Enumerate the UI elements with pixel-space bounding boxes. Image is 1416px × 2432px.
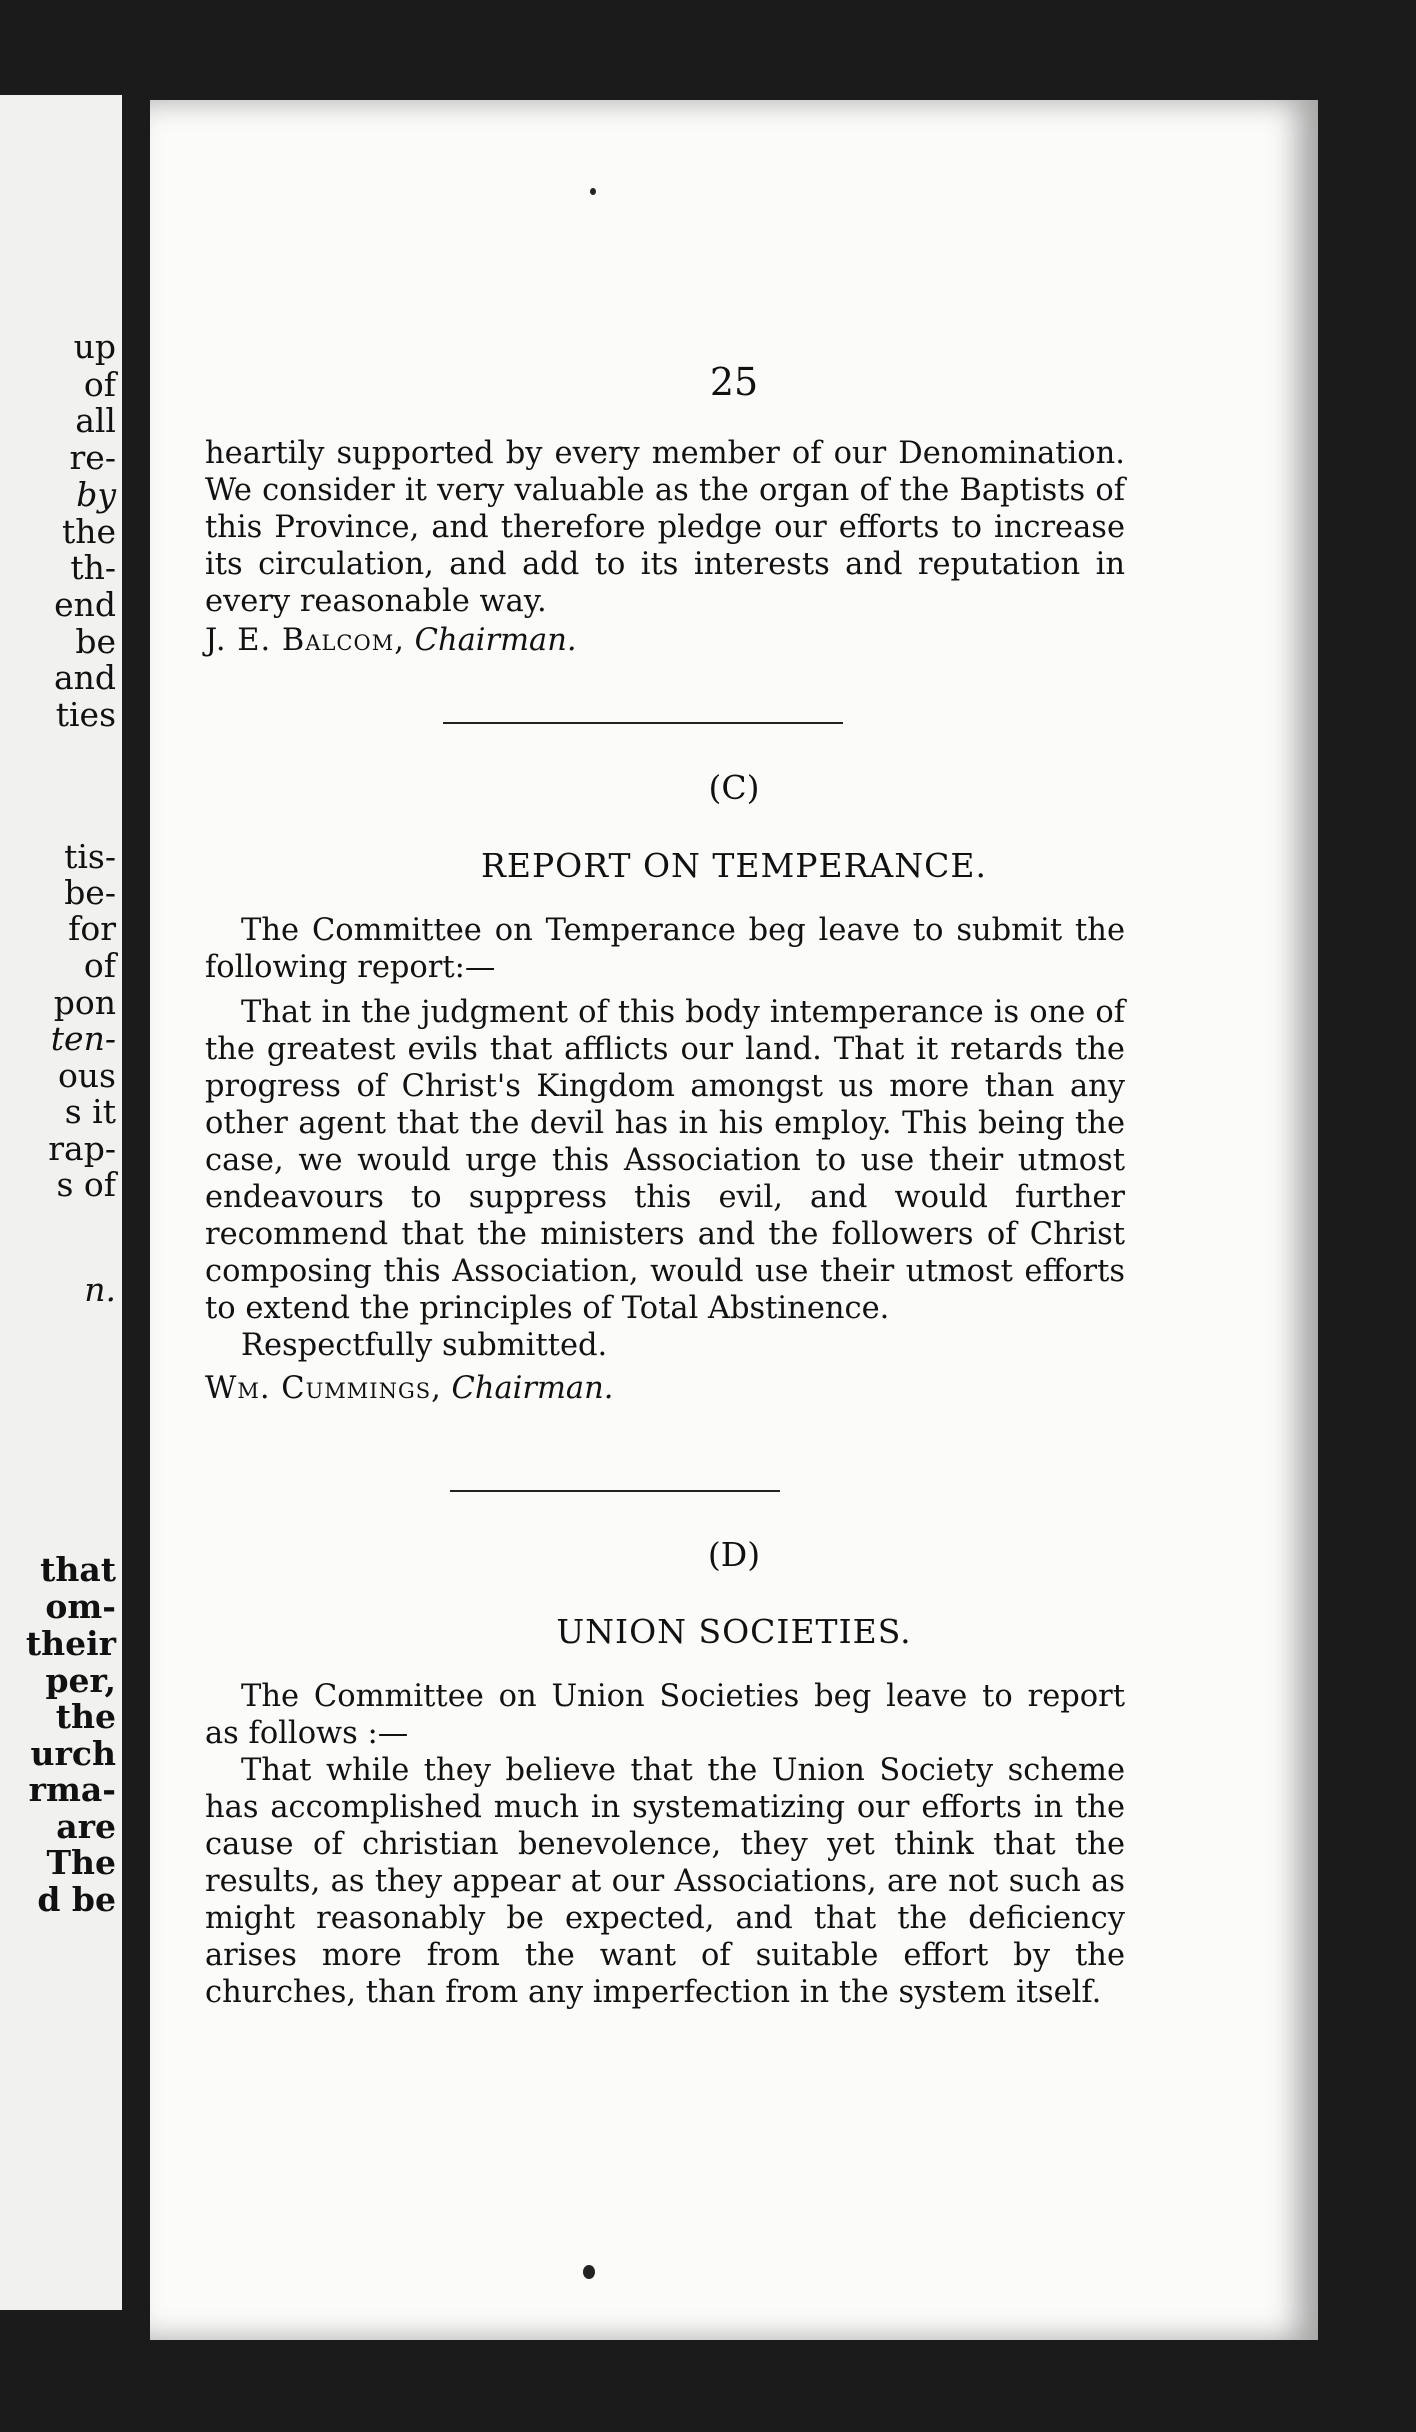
previous-page-fragment: and — [53, 658, 116, 697]
document-page — [150, 100, 1318, 2340]
signature-balcom — [205, 622, 1125, 659]
previous-page-fragment: that — [40, 1550, 116, 1589]
signature-cummings — [205, 1370, 1125, 1407]
previous-page-fragment: th- — [70, 548, 116, 587]
previous-page-fragment: rap- — [48, 1129, 116, 1168]
signature-name: J. E. Balcom, — [205, 623, 405, 658]
section-divider — [443, 722, 843, 724]
previous-page-fragment: of — [83, 946, 116, 985]
heading-union-societies: UNION SOCIETIES. — [556, 1612, 912, 1651]
previous-page-fragment: The — [46, 1843, 116, 1882]
previous-page-fragment: s of — [56, 1165, 116, 1204]
heading-temperance: REPORT ON TEMPERANCE. — [481, 846, 987, 885]
previous-page-fragment: the — [55, 1697, 116, 1736]
previous-page-fragment: for — [68, 909, 116, 948]
previous-page-fragment: be — [75, 622, 116, 661]
previous-page-fragment: n. — [84, 1270, 116, 1309]
previous-page-fragment: of — [83, 365, 116, 404]
previous-page-fragment: the — [61, 512, 116, 551]
previous-page-sliver — [0, 95, 122, 2310]
previous-page-fragment: ous — [57, 1056, 116, 1095]
signature-title: Chairman. — [451, 1371, 614, 1406]
previous-page-fragment: urch — [30, 1734, 116, 1773]
ink-speck — [590, 188, 596, 195]
previous-page-fragment: d be — [37, 1880, 116, 1919]
previous-page-fragment: pon — [53, 983, 116, 1022]
previous-page-fragment: per, — [45, 1661, 116, 1700]
temperance-intro: The Committee on Temperance beg leave to submit the following report:— — [205, 913, 1125, 985]
temperance-body: That in the judgment of this body intemperance is one of the greatest evils that afflicts our land. That it retards the progress of Christ's Kingdom amongst us more than any other agent that the devil has in his employ. This being the case, we would urge this Association to use their utmost endeavours to suppress this evil, and would further recommend that the ministers and the followers of Christ composing this Association, would use their utmost efforts to extend the principles of Total Abstinence. — [205, 995, 1125, 1326]
previous-page-fragment: rma- — [28, 1770, 116, 1809]
previous-page-fragment: all — [75, 401, 116, 440]
union-body: That while they believe that the Union Society scheme has accomplished much in systematizing our efforts in the cause of christian benevolence, they yet think that the results, as they appear at our Associations, are not such as might reasonably be expected, and that the deficiency arises more from the want of suitable effort by the churches, than from any imperfection in the system itself. — [205, 1753, 1125, 2010]
temperance-report-block — [205, 912, 1125, 1407]
section-letter-c: (C) — [708, 768, 760, 807]
temperance-closing: Respectfully submitted. — [241, 1328, 608, 1363]
previous-page-fragment: end — [54, 585, 116, 624]
previous-page-fragment: ties — [55, 695, 116, 734]
section-letter-d: (D) — [707, 1535, 761, 1574]
union-societies-block — [205, 1678, 1125, 2011]
previous-page-fragment: their — [25, 1624, 116, 1663]
previous-page-fragment: up — [73, 327, 116, 366]
intro-paragraph-block — [205, 435, 1125, 659]
previous-page-fragment: re- — [69, 438, 116, 477]
page-number: 25 — [709, 360, 759, 404]
previous-page-fragment: be- — [64, 873, 116, 912]
intro-paragraph: heartily supported by every member of our Denomination. We consider it very valuable as the organ of the Baptists of this Province, and therefore pledge our efforts to increase its circulation, and add to its interests and reputation in every reasonable way. — [205, 436, 1125, 619]
previous-page-fragment: om- — [45, 1587, 116, 1626]
previous-page-fragment: are — [56, 1807, 116, 1846]
previous-page-fragment: by — [76, 475, 116, 514]
section-divider — [450, 1490, 780, 1492]
ink-speck — [583, 2265, 595, 2279]
previous-page-fragment: tis- — [64, 837, 116, 876]
union-intro: The Committee on Union Societies beg leave to report as follows :— — [205, 1679, 1125, 1751]
previous-page-fragment: ten- — [50, 1019, 116, 1058]
signature-title: Chairman. — [414, 623, 577, 658]
previous-page-fragment: s it — [64, 1092, 116, 1131]
signature-name: Wm. Cummings, — [205, 1371, 442, 1406]
